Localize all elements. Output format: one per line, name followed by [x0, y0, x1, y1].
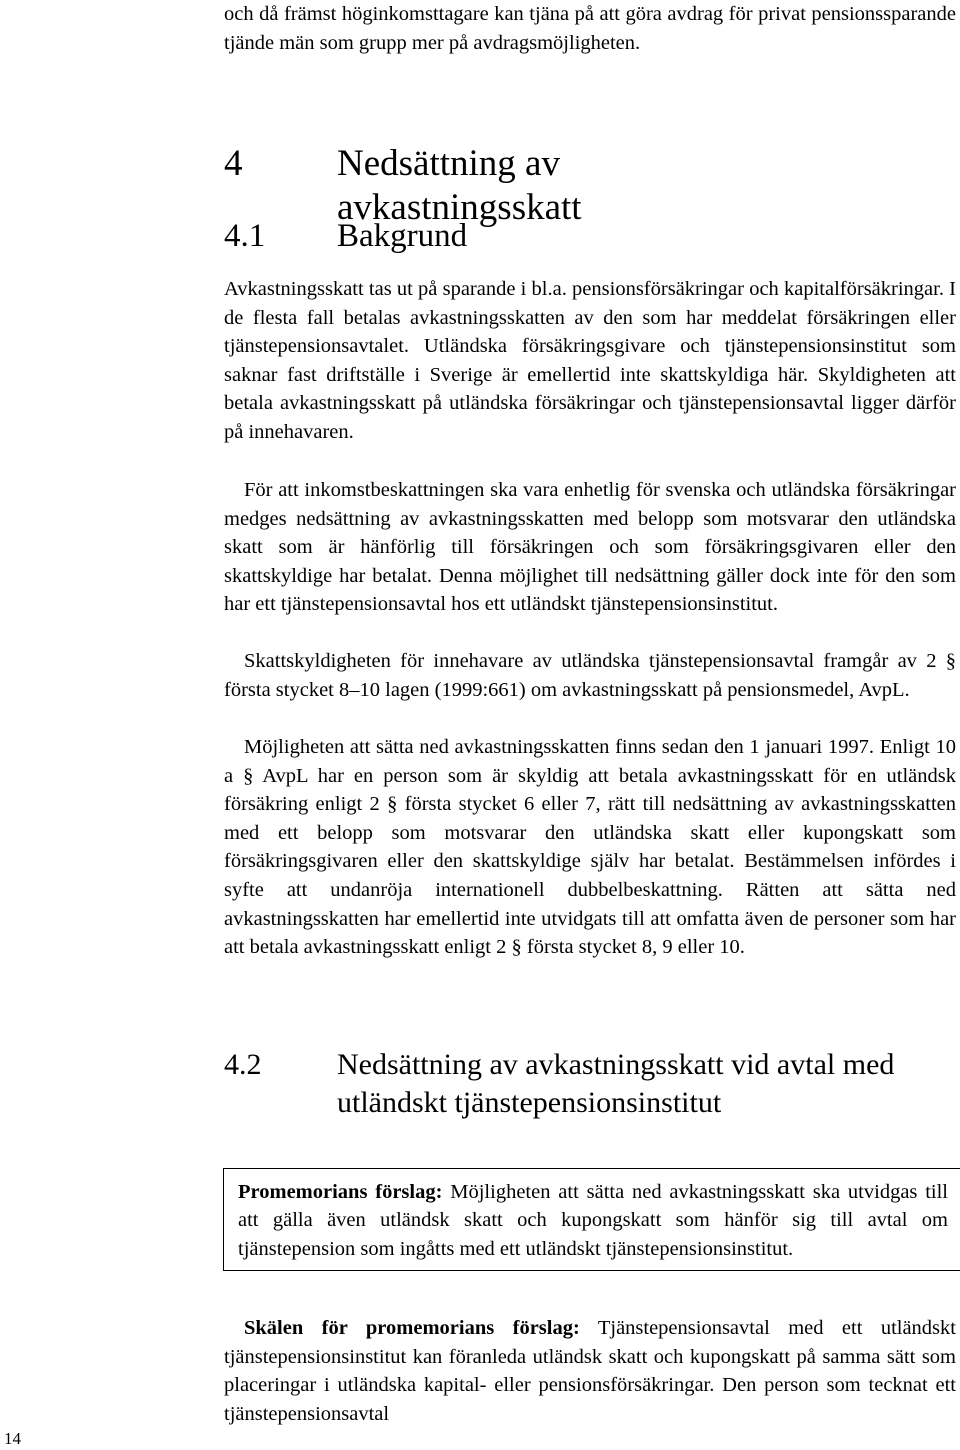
reasons-paragraph [224, 1314, 956, 1428]
background-paragraph-3: Skattskyldigheten för innehavare av utländska tjänstepensionsavtal framgår av 2 § första stycket 8–10 lagen (1999:661) om avkastningsskatt på pensionsmedel, AvpL. [224, 650, 956, 701]
background-paragraph-4: Möjligheten att sätta ned avkastningsskatten finns sedan den 1 januari 1997. Enligt 10 a § AvpL har en person som är skyldig att betala avkastningsskatt för en utländsk försäkring enligt 2 § första stycket 6 eller 7, rätt till nedsättning av avkastningsskatten med ett belopp som motsvarar den utländska skatt eller kupongskatt som försäkringsgivaren eller den skattskyldige själv har betalat. Bestämmelsen infördes i syfte att undanröja internationell dubbelbeskattning. Rätten att sätta ned avkastningsskatten har emellertid inte utvidgats till att omfatta även de personer som har att betala avkastningsskatt enligt 2 § första stycket 8, 9 eller 10. [224, 736, 956, 959]
intro-paragraph: och då främst höginkomsttagare kan tjäna på att göra avdrag för privat pensionssparande tjände män som grupp mer på avdragsmöjligheten. [224, 3, 956, 54]
section-title: Nedsättning av avkastningsskatt vid avtal med utländskt tjänstepensionsinstitut [337, 1048, 895, 1119]
background-paragraph-1: Avkastningsskatt tas ut på sparande i bl.a. pensionsförsäkringar och kapitalförsäkringar. I de flesta fall betalas avkastningsskatten av den som har meddelat försäkringen eller tjänstepensionsavtalet. Utländska försäkringsgivare och tjänstepensionsinstitut som saknar fast driftställe i Sverige är emellertid inte skattskyldiga här. Skyldigheten att betala avkastningsskatt på utländska försäkringar och tjänstepensionsavtal ligger därför på innehavaren. [224, 278, 956, 443]
page-number: 14 [4, 1429, 21, 1448]
background-paragraph-2: För att inkomstbeskattningen ska vara enhetlig för svenska och utländska försäkringar medges nedsättning av avkastningsskatten med belopp som motsvarar den utländska skatt som är hänförlig till försäkringen och som försäkringsgivaren eller den skattskyldige har betalat. Denna möjlighet till nedsättning gäller dock inte för den som har ett tjänstepensionsavtal hos ett utländskt tjänstepensionsinstitut. [224, 479, 956, 616]
reasons-body: Tjänstepensionsavtal med ett utländskt tjänstepensionsinstitut kan föranleda utländsk skatt och kupongskatt på samma sätt som placeringar i utländska kapital- eller pensionsförsäkringar. Den person som tecknat ett tjänstepensionsavtal [224, 1317, 956, 1425]
section-title: Bakgrund [337, 218, 468, 254]
reasons-label: Skälen för promemorians förslag: [244, 1317, 580, 1339]
proposal-label: Promemorians förslag: [238, 1181, 443, 1203]
proposal-body: Möjligheten att sätta ned avkastningsskatt ska utvidgas till att gälla även utländsk skatt och kupongskatt som hänför sig till avtal om tjänstepension som ingåtts med ett utländskt tjänstepensionsinstitut. [238, 1181, 949, 1260]
section-number: 4 [224, 143, 243, 184]
proposal-box [223, 1168, 960, 1271]
section-title: Nedsättning av avkastningsskatt [337, 143, 582, 228]
section-number: 4.1 [224, 218, 266, 254]
section-number: 4.2 [224, 1048, 262, 1081]
proposal-text [238, 1178, 948, 1263]
